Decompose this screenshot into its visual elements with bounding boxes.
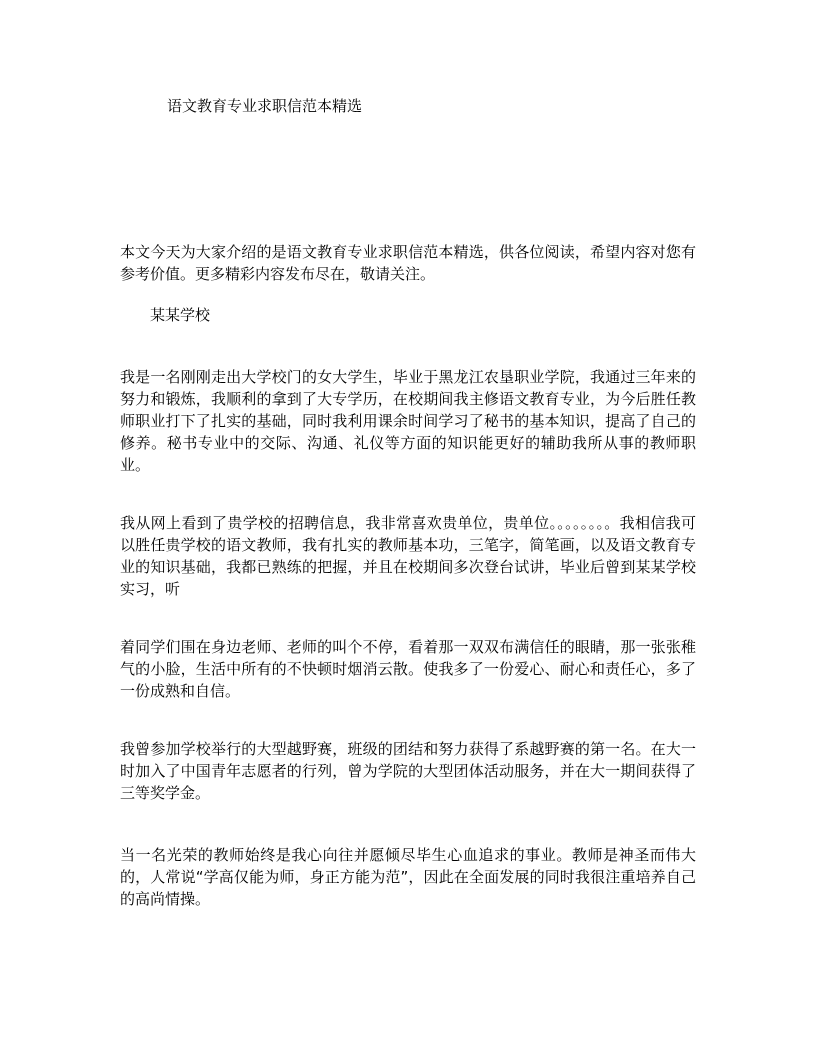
body-paragraph-5: 当一名光荣的教师始终是我心向往并愿倾尽毕生心血追求的事业。教师是神圣而伟大的，人常说“学高仅能为师，身正方能为范”，因此在全面发展的同时我很注重培养自己的高尚情操。 — [120, 846, 696, 908]
salutation: 某某学校 — [150, 306, 211, 324]
body-paragraph-1: 我是一名刚刚走出大学校门的女大学生，毕业于黑龙江农垦职业学院，我通过三年来的努力和锻炼，我顺利的拿到了大专学历，在校期间我主修语文教育专业，为今后胜任教师职业打下了扎实的基础，同时我利用课余时间学习了秘书的基本知识，提高了自己的修养。秘书专业中的交际、沟通、礼仪等方面的知识能更好的辅助我所从事的教师职业。 — [120, 368, 696, 474]
document-title: 语文教育专业求职信范本精选 — [167, 97, 363, 115]
intro-paragraph: 本文今天为大家介绍的是语文教育专业求职信范本精选，供各位阅读，希望内容对您有参考价值。更多精彩内容发布尽在，敬请关注。 — [120, 243, 696, 283]
body-paragraph-4: 我曾参加学校举行的大型越野赛，班级的团结和努力获得了系越野赛的第一名。在大一时加入了中国青年志愿者的行列，曾为学院的大型团体活动服务，并在大一期间获得了三等奖学金。 — [120, 740, 696, 802]
body-paragraph-2: 我从网上看到了贵学校的招聘信息，我非常喜欢贵单位，贵单位。。。。。。。。我相信我可以胜任贵学校的语文教师，我有扎实的教师基本功，三笔字，简笔画，以及语文教育专业的知识基础，我都已熟练的把握，并且在校期间多次登台试讲，毕业后曾到某某学校实习，听 — [120, 514, 696, 598]
body-paragraph-3: 着同学们围在身边老师、老师的叫个不停，看着那一双双布满信任的眼睛，那一张张稚气的小脸，生活中所有的不快顿时烟消云散。使我多了一份爱心、耐心和责任心，多了一份成熟和自信。 — [120, 638, 696, 700]
